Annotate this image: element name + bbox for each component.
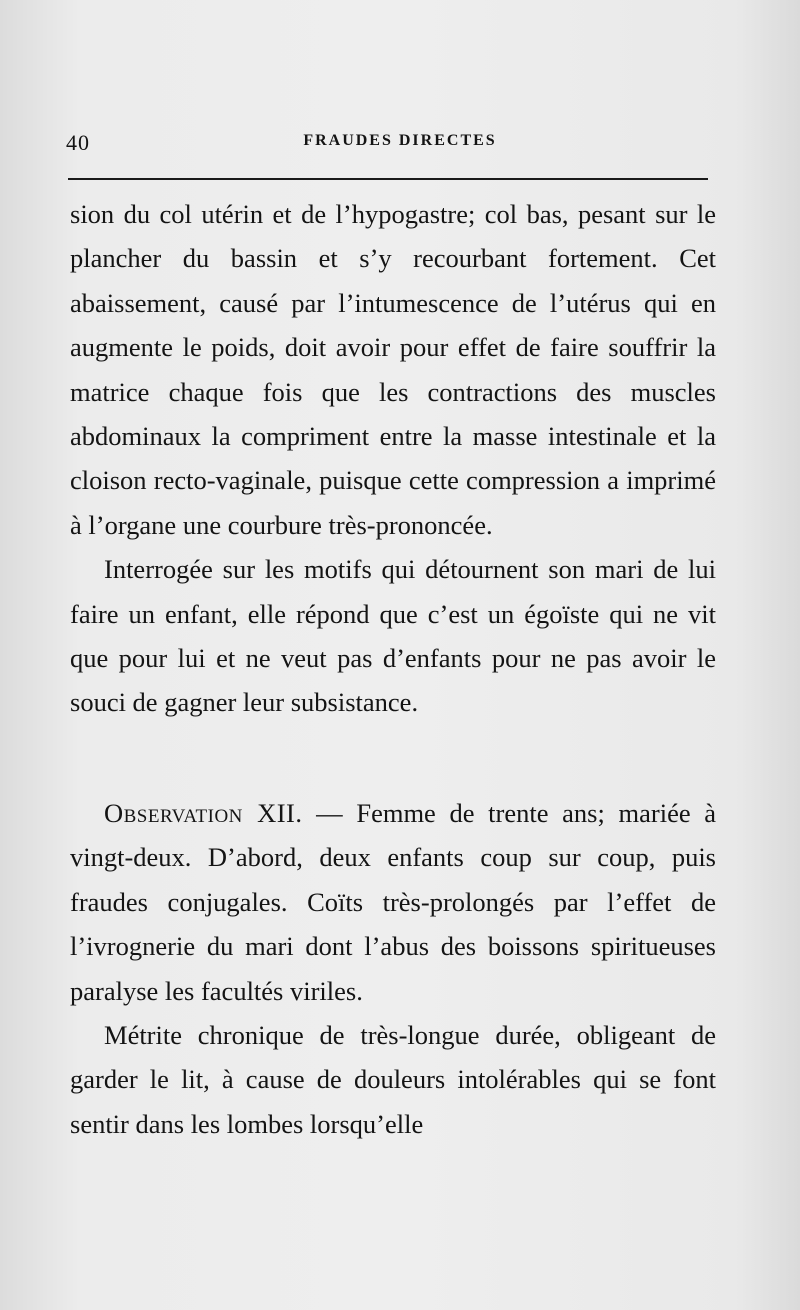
page-number: 40 [66,130,90,155]
paragraph-continuation: sion du col utérin et de l’hypogastre; col bas, pesant sur le plancher du bassin et s’y recourbant fortement. Cet abaissement, causé par l’intumescence de l’utérus qui en augmente le poids, doit avoir pour effet de faire souffrir la matrice chaque fois que les contractions des muscles abdominaux la compriment entre la masse intestinale et la cloison recto-vaginale, puisque cette compression a imprimé à l’organe une courbure très-prononcée. [70,199,716,540]
paragraph-interrogation: Interrogée sur les motifs qui détournent son mari de lui faire un enfant, elle répond que c’est un égoïste qui ne vit que pour lui et ne veut pas d’enfants pour ne pas avoir le souci de gagner leur subsistance. [70,554,716,718]
header-rule [68,178,708,180]
body-text [70,192,716,1146]
paragraph-metrite: Métrite chronique de très-longue durée, obligeant de garder le lit, à cause de douleurs intolérables qui se font sentir dans les lombes lorsqu’elle [70,1019,716,1139]
observation-heading: Observation XII. [104,797,303,828]
observation-paragraph [70,791,716,1013]
observation-dash: — [302,797,357,828]
running-title: FRAUDES DIRECTES [303,132,497,149]
observation-text: Femme de trente ans; mariée à vingt-deux. D’abord, deux enfants coup sur coup, puis fraudes conjugales. Coïts très-prolongés par l’effet de l’ivrognerie du mari dont l’abus des boissons spiritueuses paralyse les facultés viriles. [70,797,717,1006]
section-spacer [70,725,716,791]
